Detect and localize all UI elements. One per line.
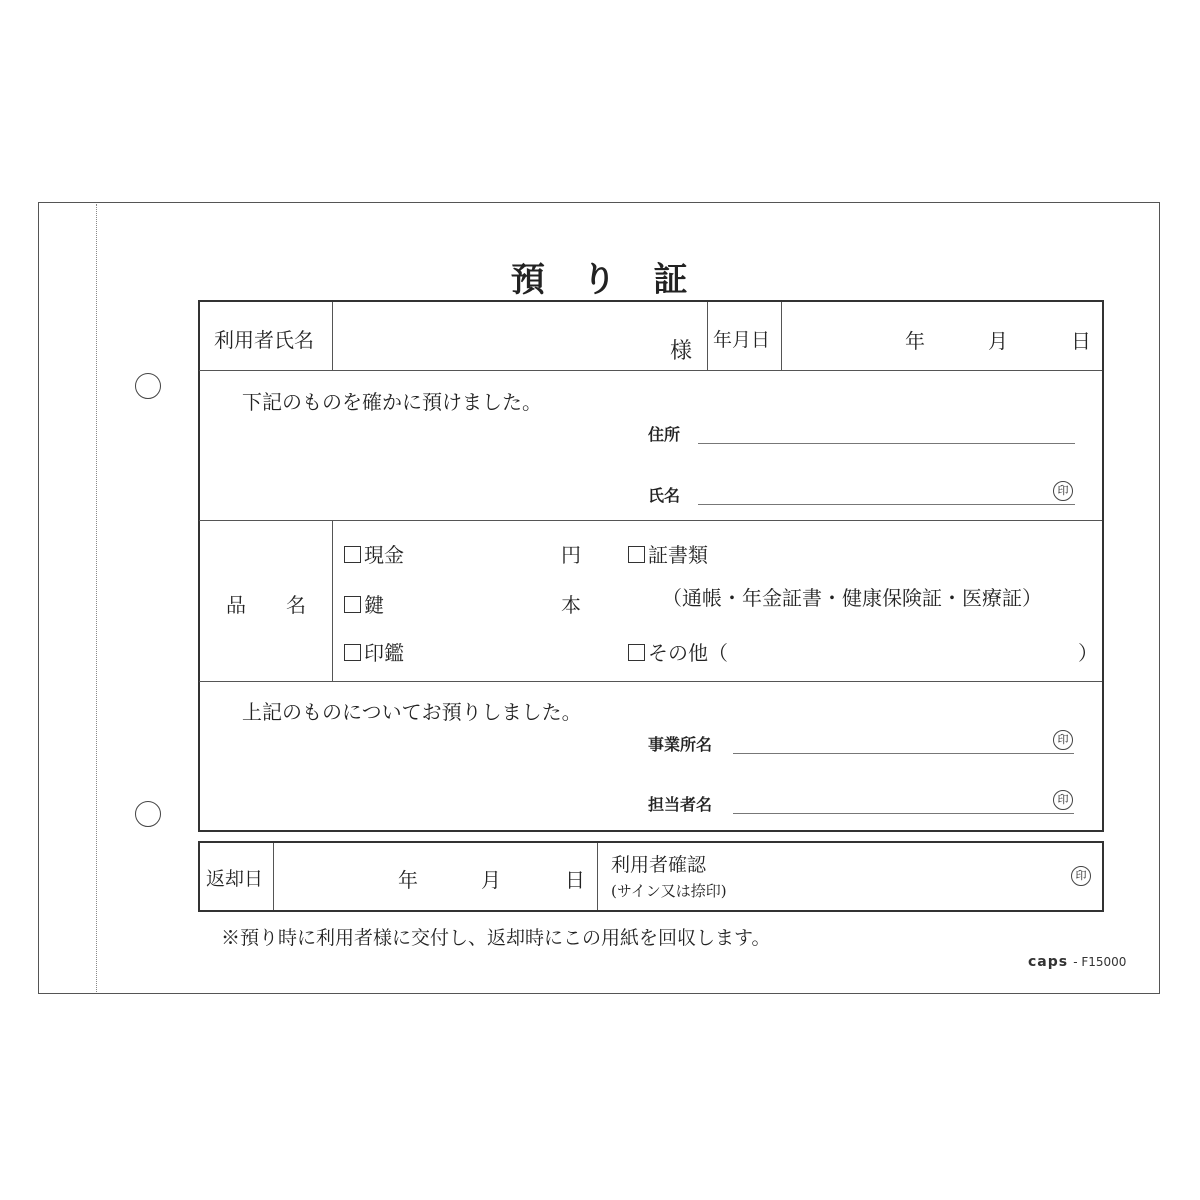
seal-mark-icon: 印: [1053, 790, 1073, 810]
divider: [332, 302, 333, 370]
divider: [273, 843, 274, 910]
brand-mark: [1028, 951, 1126, 970]
return-date-field[interactable]: [276, 844, 595, 909]
hon-unit: 本: [561, 593, 581, 617]
month-label: 月: [988, 329, 1008, 353]
brand-logo: caps: [1028, 954, 1069, 970]
seal-mark-icon: 印: [1053, 730, 1073, 750]
seal-mark-icon: 印: [1071, 866, 1091, 886]
user-confirm-note: (サイン又は捺印): [611, 882, 727, 900]
stamp-checkbox[interactable]: [344, 644, 361, 661]
seal-mark-icon: 印: [1053, 481, 1073, 501]
divider: [199, 520, 1102, 521]
address-label: 住所: [648, 425, 681, 444]
staff-label: 担当者名: [648, 795, 713, 814]
form-code: - F15000: [1073, 955, 1127, 969]
binder-hole-top: [135, 373, 161, 399]
cash-checkbox[interactable]: [344, 546, 361, 563]
yen-unit: 円: [561, 543, 581, 567]
office-field[interactable]: [733, 753, 1074, 754]
key-label: 鍵: [364, 593, 384, 617]
return-year-label: 年: [398, 868, 418, 892]
certificates-checkbox[interactable]: [628, 546, 645, 563]
perforation-line: [96, 204, 97, 992]
footer-note: ※預り時に利用者様に交付し、返却時にこの用紙を回収します。: [221, 927, 771, 949]
address-field[interactable]: [698, 443, 1075, 444]
deposit-statement: 下記のものを確かに預けました。: [242, 390, 542, 414]
year-label: 年: [905, 329, 925, 353]
other-close-paren: ）: [1078, 641, 1098, 665]
office-label: 事業所名: [648, 735, 713, 754]
divider: [781, 302, 782, 370]
user-confirm-field[interactable]: [740, 844, 1040, 909]
divider: [199, 681, 1102, 682]
divider: [332, 521, 333, 681]
certificates-label: 証書類: [648, 543, 708, 567]
item-key[interactable]: [344, 589, 384, 618]
user-name-field[interactable]: [335, 303, 705, 369]
other-field[interactable]: [748, 632, 1073, 668]
key-checkbox[interactable]: [344, 596, 361, 613]
other-label: その他（: [648, 641, 728, 665]
binder-hole-bottom: [135, 801, 161, 827]
return-date-label: 返却日: [206, 868, 264, 890]
user-name-label: 利用者氏名: [214, 328, 314, 352]
return-day-label: 日: [565, 868, 585, 892]
day-label: 日: [1071, 329, 1091, 353]
item-other[interactable]: [628, 637, 728, 666]
stamp-label: 印鑑: [364, 641, 404, 665]
receipt-statement: 上記のものについてお預りしました。: [242, 700, 582, 724]
item-stamp[interactable]: [344, 637, 404, 666]
certificate-examples: （通帳・年金証書・健康保険証・医療証）: [662, 586, 1042, 610]
date-label: 年月日: [713, 329, 771, 351]
depositor-name-label: 氏名: [648, 486, 681, 505]
form-title: 預 り 証: [510, 260, 690, 300]
honorific-label: 様: [670, 339, 693, 364]
user-confirm-label: 利用者確認: [611, 854, 707, 876]
return-month-label: 月: [481, 868, 501, 892]
divider: [199, 370, 1102, 371]
cash-label: 現金: [364, 543, 404, 567]
depositor-name-field[interactable]: [698, 504, 1075, 505]
items-label: 品 名: [226, 593, 306, 617]
item-cash[interactable]: [344, 539, 404, 568]
date-field[interactable]: [784, 303, 1100, 369]
item-certificates[interactable]: [628, 539, 708, 568]
staff-field[interactable]: [733, 813, 1074, 814]
other-checkbox[interactable]: [628, 644, 645, 661]
divider: [597, 843, 598, 910]
divider: [707, 302, 708, 370]
